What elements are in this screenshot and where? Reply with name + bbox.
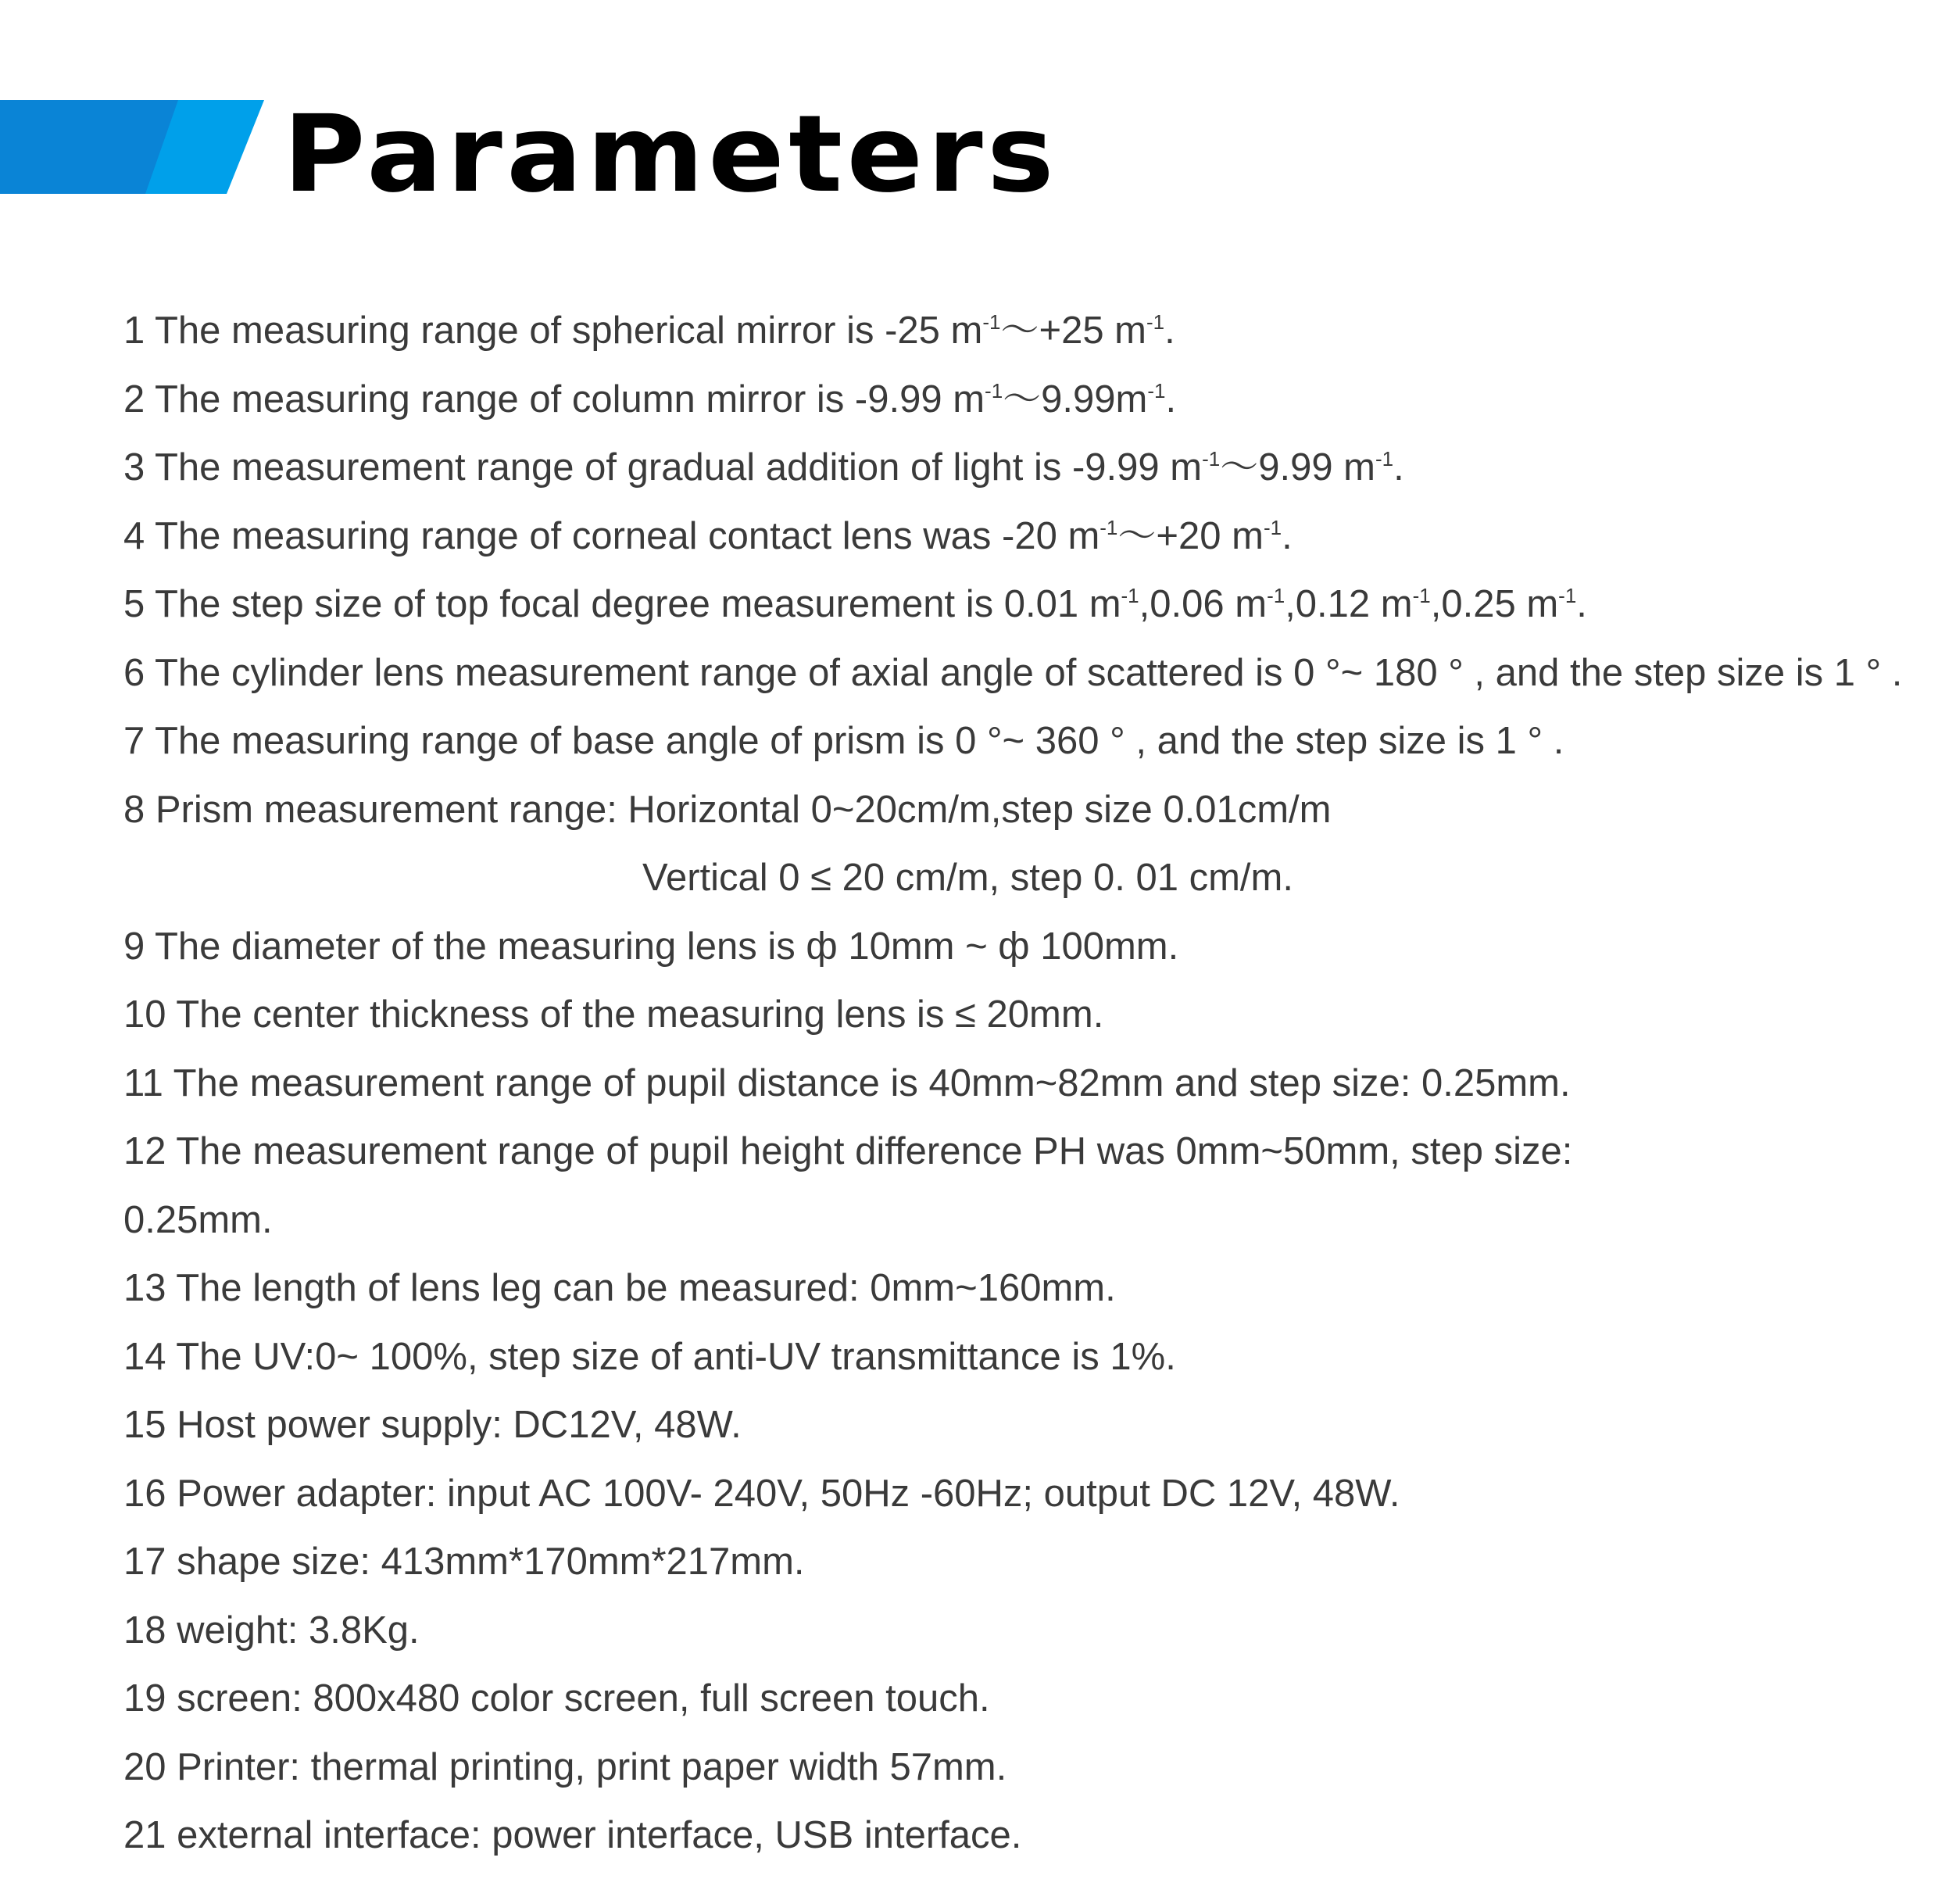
parameter-text: 17 shape size: 413mm*170mm*217mm. — [123, 1541, 805, 1583]
parameter-item — [123, 1391, 1921, 1460]
parameter-text: ～+20 m — [1117, 514, 1264, 557]
parameter-text: . — [1282, 514, 1293, 557]
page-title: Parameters — [283, 93, 1059, 217]
parameter-item — [123, 844, 1921, 913]
parameter-item — [123, 1597, 1921, 1666]
superscript: -1 — [982, 310, 1001, 334]
superscript: -1 — [1558, 584, 1577, 607]
parameter-item — [123, 1802, 1921, 1870]
parameter-item — [123, 1528, 1921, 1597]
parameter-text: ,0.25 m — [1430, 583, 1559, 625]
parameter-text: 14 The UV:0~ 100%, step size of anti-UV transmittance is 1%. — [123, 1335, 1176, 1378]
parameter-item — [123, 1665, 1921, 1734]
superscript: -1 — [1375, 447, 1394, 471]
parameter-item — [123, 571, 1921, 639]
parameter-text: . — [1165, 378, 1177, 421]
parameter-item — [123, 1118, 1921, 1186]
parameter-text: 1 The measuring range of spherical mirror is -25 m — [123, 310, 983, 352]
parameter-text: . — [1393, 446, 1404, 489]
parameter-text: 15 Host power supply: DC12V, 48W. — [123, 1404, 742, 1446]
parameter-item — [123, 1186, 1921, 1255]
accent-stripe-graphic — [0, 100, 266, 194]
parameter-item — [123, 434, 1921, 503]
parameter-item — [123, 1734, 1921, 1802]
parameter-item — [123, 1050, 1921, 1118]
parameter-text: . — [1164, 310, 1175, 352]
parameter-item — [123, 1323, 1921, 1392]
parameter-item — [123, 1254, 1921, 1323]
superscript: -1 — [1121, 584, 1139, 607]
parameter-text: ,0.12 m — [1285, 583, 1413, 625]
parameter-text: 19 screen: 800x480 color screen, full screen touch. — [123, 1677, 990, 1720]
parameter-text: 11 The measurement range of pupil distance is 40mm~82mm and step size: 0.25mm. — [123, 1061, 1571, 1104]
parameter-text: ,0.06 m — [1139, 583, 1268, 625]
parameter-item — [123, 913, 1921, 982]
parameter-text: 4 The measuring range of corneal contact lens was -20 m — [123, 514, 1100, 557]
superscript: -1 — [1146, 310, 1165, 334]
parameter-text: ～+25 m — [1000, 310, 1147, 352]
parameter-text: Vertical 0 ≤ 20 cm/m, step 0. 01 cm/m. — [642, 857, 1293, 899]
superscript: -1 — [1147, 378, 1166, 403]
parameter-item — [123, 366, 1921, 435]
parameter-text: 2 The measuring range of column mirror is -9.99 m — [123, 378, 985, 421]
superscript: -1 — [1412, 584, 1431, 607]
parameter-text: 8 Prism measurement range: Horizontal 0~20cm/m,step size 0.01cm/m — [123, 788, 1332, 831]
parameter-text: 12 The measurement range of pupil height difference PH was 0mm~50mm, step size: — [123, 1130, 1573, 1172]
parameter-text: 5 The step size of top focal degree measurement is 0.01 m — [123, 583, 1121, 625]
parameter-item — [123, 297, 1921, 366]
superscript: -1 — [1202, 447, 1221, 471]
header-accent-banner — [0, 100, 266, 194]
parameter-list — [123, 297, 1921, 1870]
superscript: -1 — [1263, 515, 1282, 539]
parameter-text: ～9.99m — [1003, 378, 1148, 421]
parameter-text: 6 The cylinder lens measurement range of axial angle of scattered is 0 °~ 180 ° , and the step size is 1 ° . — [123, 651, 1903, 694]
parameter-text: 18 weight: 3.8Kg. — [123, 1609, 420, 1652]
parameter-item — [123, 1460, 1921, 1529]
parameter-item — [123, 503, 1921, 571]
parameter-item — [123, 639, 1921, 708]
parameter-text: 13 The length of lens leg can be measured: 0mm~160mm. — [123, 1267, 1116, 1309]
parameter-text: 20 Printer: thermal printing, print paper width 57mm. — [123, 1745, 1007, 1788]
parameter-text: 3 The measurement range of gradual addition of light is -9.99 m — [123, 446, 1203, 489]
parameter-text: 10 The center thickness of the measuring lens is ≤ 20mm. — [123, 993, 1104, 1036]
parameter-text: 21 external interface: power interface, USB interface. — [123, 1814, 1022, 1856]
superscript: -1 — [1267, 584, 1285, 607]
parameter-item — [123, 981, 1921, 1050]
parameter-item — [123, 776, 1921, 845]
superscript: -1 — [985, 378, 1003, 403]
parameter-text: . — [1576, 583, 1587, 625]
parameter-text: 16 Power adapter: input AC 100V- 240V, 50Hz -60Hz; output DC 12V, 48W. — [123, 1472, 1400, 1515]
superscript: -1 — [1100, 515, 1118, 539]
parameter-item — [123, 707, 1921, 776]
parameter-text: 9 The diameter of the measuring lens is ф 10mm ~ ф 100mm. — [123, 925, 1179, 968]
parameter-text: ～9.99 m — [1220, 446, 1376, 489]
parameter-text: 7 The measuring range of base angle of prism is 0 °~ 360 ° , and the step size is 1 ° . — [123, 720, 1564, 762]
parameter-text: 0.25mm. — [123, 1198, 273, 1241]
